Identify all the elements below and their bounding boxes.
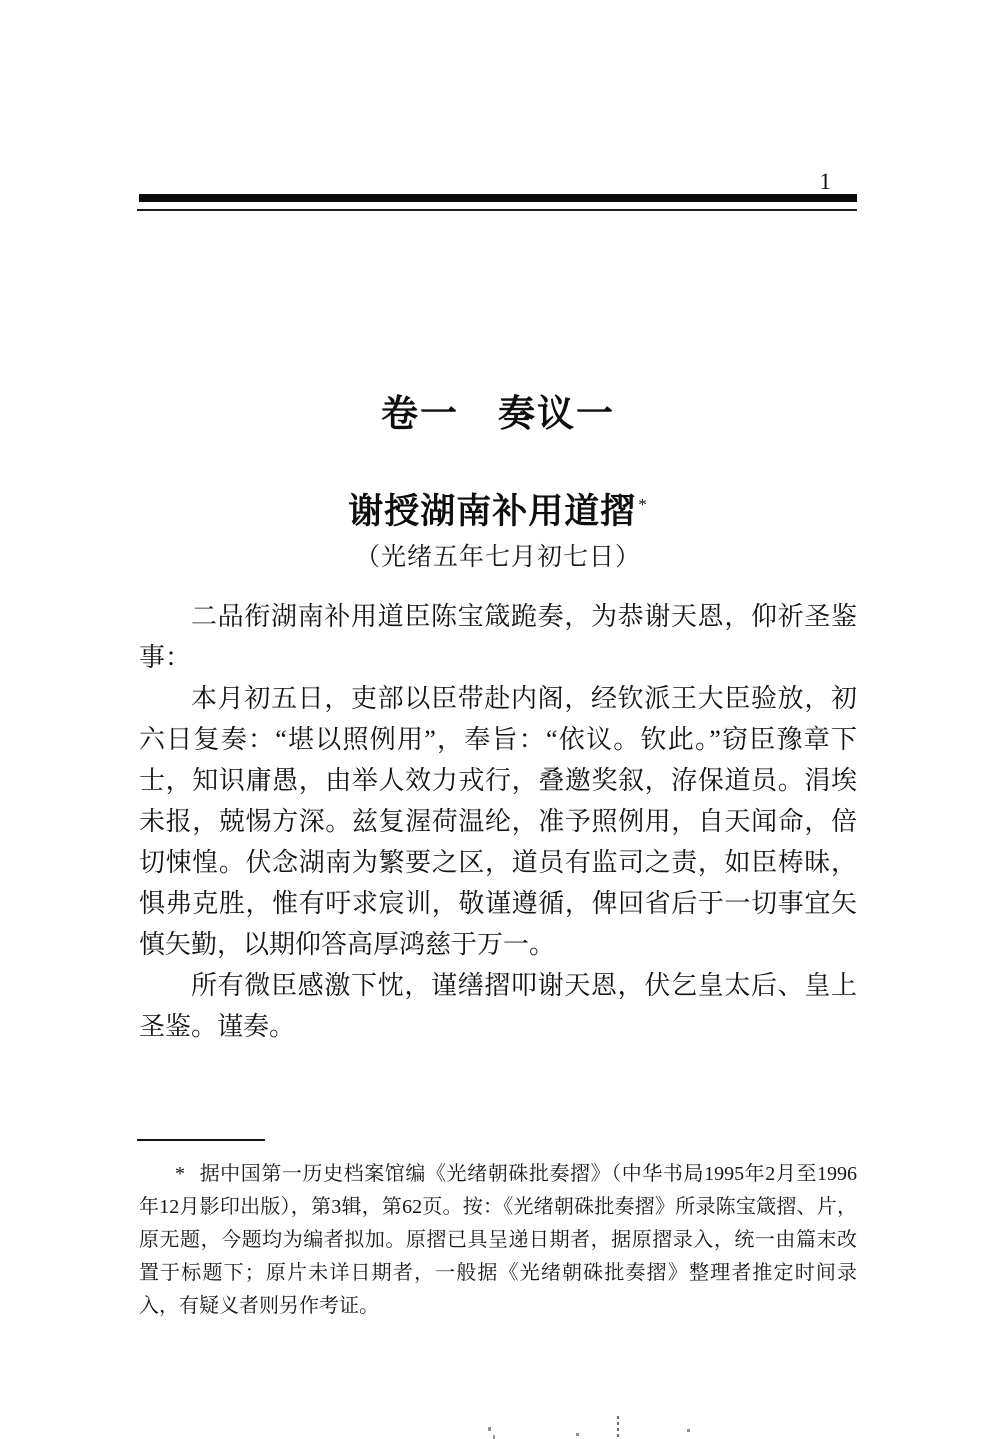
footnote-body-text: 据中国第一历史档案馆编《光绪朝硃批奏摺》（中华书局1995年2月至1996年12月影印出版），第3辑，第62页。按：《光绪朝硃批奏摺》所录陈宝箴摺、片，原无题，今题均为编者拟加。原摺已具呈递日期者，据原摺录入，统一由篇末改置于标题下；原片未详日期者，一般据《光绪朝硃批奏摺》整理者推定时间录入，有疑义者则另作考证。 — [139, 1163, 857, 1317]
footnote-divider-rule — [137, 1139, 265, 1141]
footnote — [139, 1158, 857, 1323]
article-date: （光绪五年七月初七日） — [354, 544, 641, 571]
article-title — [139, 484, 857, 534]
title-footnote-marker: * — [638, 495, 648, 515]
article-body — [139, 596, 857, 1047]
scan-speck — [576, 1433, 579, 1436]
header-rule-thick — [139, 194, 857, 202]
article-title-text: 谢授湖南补用道摺 — [348, 492, 637, 531]
body-paragraph-2: 本月初五日，吏部以臣带赴内阁，经钦派王大臣验放，初六日复奏：“堪以照例用”，奉旨：“依议。钦此。”窃臣豫章下士，知识庸愚，由举人效力戎行，叠邀奖叙，洊保道员。涓埃未报，兢惕方深。兹复渥荷温纶，准予照例用，自天闻命，倍切悚惶。伏念湖南为繁要之区，道员有监司之责，如臣梼昧，惧弗克胜，惟有吁求宸训，敬谨遵循，俾回省后于一切事宜矢慎矢勤，以期仰答高厚鸿慈于万一。 — [139, 684, 857, 959]
footnote-marker: * — [175, 1163, 185, 1185]
scan-dashed-mark — [617, 1416, 619, 1438]
header-rule-thin — [137, 209, 857, 211]
page-number: 1 — [819, 169, 831, 194]
scan-speck — [493, 1435, 495, 1439]
scan-speck — [687, 1429, 690, 1432]
body-paragraph-3: 所有微臣感激下忱，谨缮摺叩谢天恩，伏乞皇太后、皇上圣鉴。谨奏。 — [139, 971, 857, 1041]
scan-speck — [488, 1427, 491, 1431]
body-paragraph-1: 二品衔湖南补用道臣陈宝箴跪奏，为恭谢天恩，仰祈圣鉴事： — [139, 602, 857, 672]
volume-heading: 卷一 奏议一 — [381, 393, 615, 434]
